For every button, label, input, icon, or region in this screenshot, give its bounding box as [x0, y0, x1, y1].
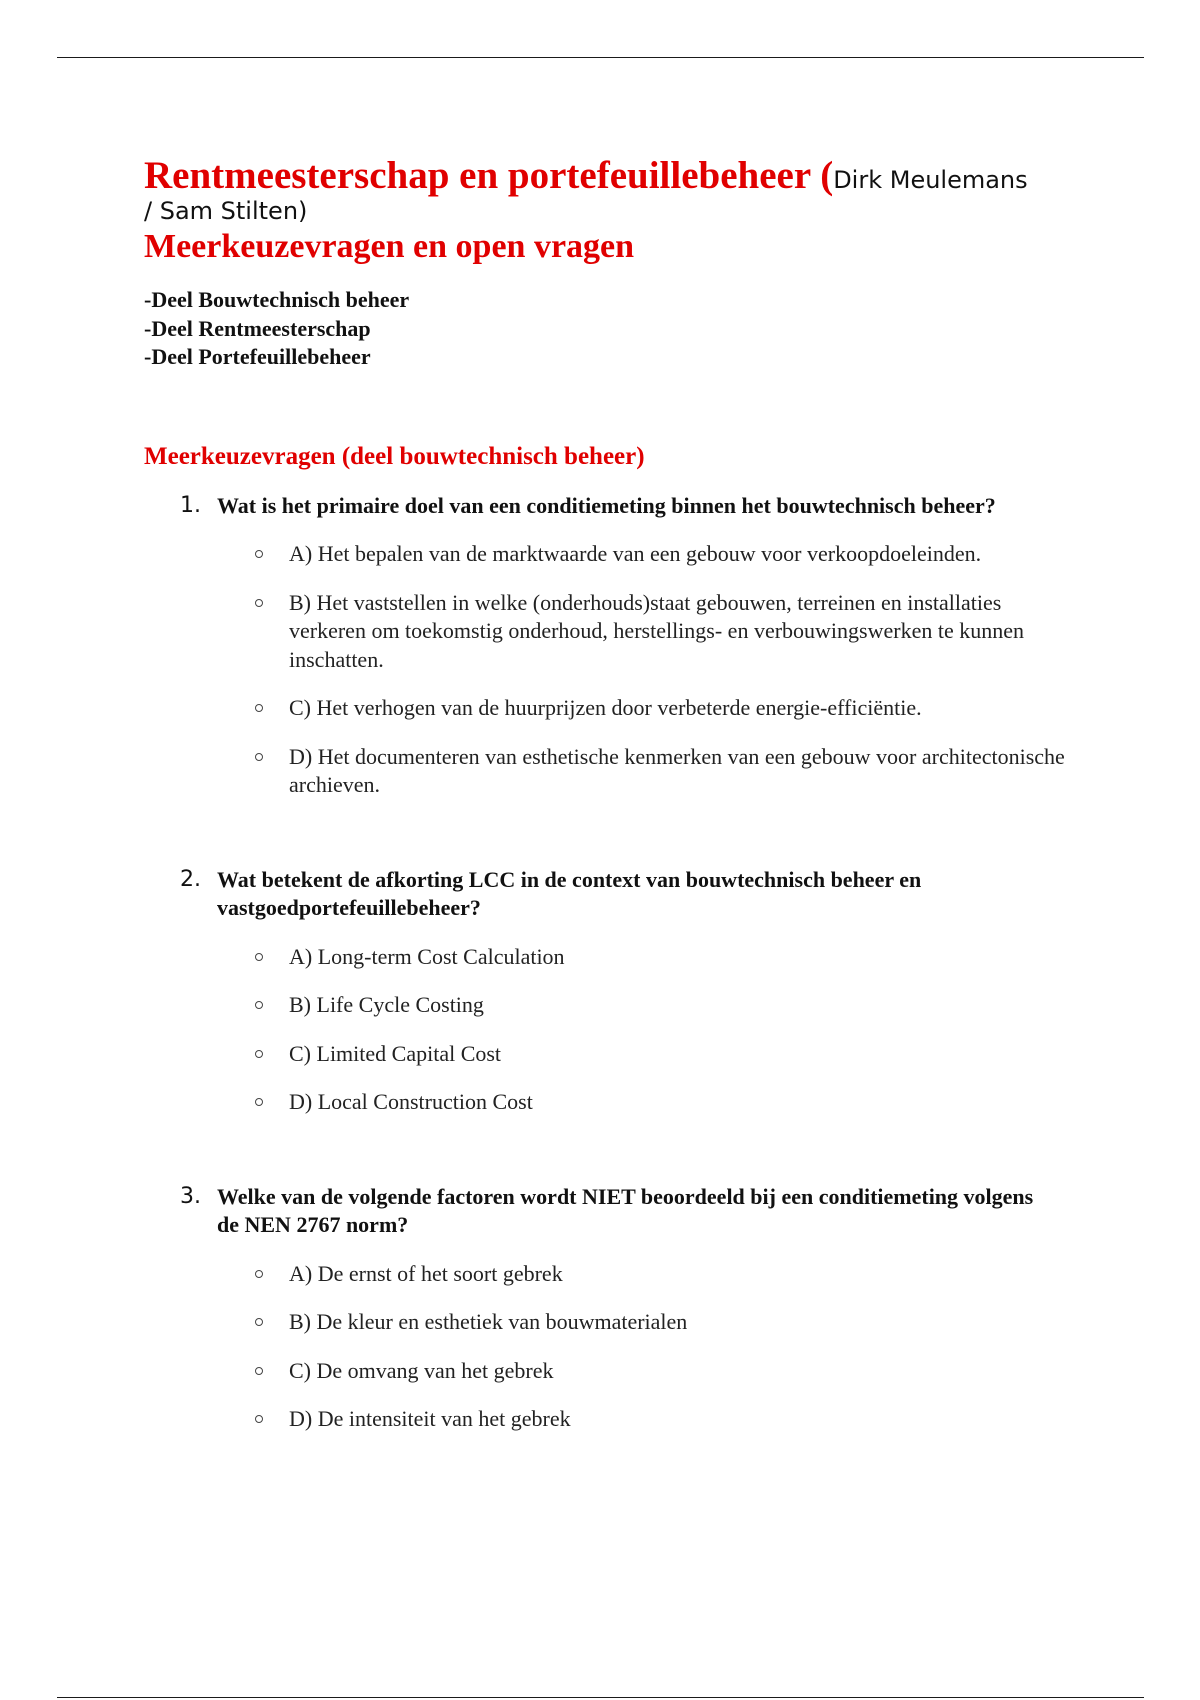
authors-second: / Sam Stilten)	[144, 197, 308, 225]
question-number: 3.	[180, 1183, 201, 1209]
circle-bullet-icon	[255, 753, 263, 761]
option-text: B) De kleur en esthetiek van bouwmaterialen	[289, 1309, 688, 1334]
circle-bullet-icon	[255, 1050, 263, 1058]
circle-bullet-icon	[255, 704, 263, 712]
option-text: D) De intensiteit van het gebrek	[289, 1406, 571, 1431]
option-text: A) Het bepalen van de marktwaarde van een gebouw voor verkoopdoeleinden.	[289, 541, 982, 566]
options-list	[217, 540, 1064, 800]
option-text: A) Long-term Cost Calculation	[289, 943, 565, 969]
bottom-rule	[57, 1697, 1144, 1698]
document-subtitle: Meerkeuzevragen en open vragen	[144, 228, 635, 265]
option-item	[217, 743, 1079, 800]
question-3	[144, 1183, 1064, 1434]
title-paren: (	[820, 154, 834, 197]
question-number: 1.	[180, 492, 201, 518]
question-text: Welke van de volgende factoren wordt NIET beoordeeld bij een conditiemeting volgens de NEN 2767 norm?	[217, 1183, 1034, 1237]
circle-bullet-icon	[255, 1367, 263, 1375]
top-rule	[57, 57, 1144, 58]
parts-list	[144, 286, 1064, 372]
option-item	[217, 1088, 1079, 1117]
part-item: -Deel Bouwtechnisch beheer	[144, 287, 410, 312]
option-item	[217, 1260, 1079, 1289]
authors-first: Dirk Meulemans	[833, 166, 1028, 194]
part-item: -Deel Portefeuillebeheer	[144, 344, 371, 369]
question-text: Wat betekent de afkorting LCC in de context van bouwtechnisch beheer en vastgoedportefeuillebeheer?	[217, 866, 922, 920]
option-item	[217, 1040, 1079, 1069]
option-item	[217, 1308, 1079, 1337]
option-text: A) De ernst of het soort gebrek	[289, 1260, 563, 1286]
circle-bullet-icon	[255, 1270, 263, 1278]
circle-bullet-icon	[255, 599, 263, 607]
document-title	[144, 154, 1064, 202]
option-text: D) Het documenteren van esthetische kenmerken van een gebouw voor architectonische archieven.	[289, 743, 1065, 797]
question-number: 2.	[180, 866, 201, 892]
option-item	[217, 991, 1079, 1020]
option-item	[217, 694, 1079, 723]
question-1	[144, 492, 1064, 800]
part-item: -Deel Rentmeesterschap	[144, 315, 371, 341]
option-text: C) Het verhogen van de huurprijzen door verbeterde energie-efficiëntie.	[289, 695, 922, 720]
circle-bullet-icon	[255, 550, 263, 558]
circle-bullet-icon	[255, 953, 263, 961]
options-list	[217, 1260, 1064, 1434]
option-text: C) De omvang van het gebrek	[289, 1357, 554, 1383]
option-item	[217, 1405, 1079, 1434]
option-text: D) Local Construction Cost	[289, 1089, 533, 1114]
question-text: Wat is het primaire doel van een conditiemeting binnen het bouwtechnisch beheer?	[217, 492, 996, 518]
option-text: C) Limited Capital Cost	[289, 1040, 502, 1066]
option-text: B) Het vaststellen in welke (onderhouds)staat gebouwen, terreinen en installaties verkeren om toekomstig onderhoud, herstellings- en verbouwingswerken te kunnen inschatten.	[289, 589, 1024, 672]
section-heading: Meerkeuzevragen (deel bouwtechnisch beheer)	[144, 442, 645, 470]
option-item	[217, 943, 1079, 972]
option-text: B) Life Cycle Costing	[289, 992, 484, 1017]
option-item	[217, 540, 1079, 569]
options-list	[217, 943, 1064, 1117]
circle-bullet-icon	[255, 1098, 263, 1106]
option-item	[217, 589, 1079, 675]
circle-bullet-icon	[255, 1001, 263, 1009]
option-item	[217, 1357, 1079, 1386]
circle-bullet-icon	[255, 1318, 263, 1326]
circle-bullet-icon	[255, 1415, 263, 1423]
document-content	[144, 154, 1064, 1454]
title-text: Rentmeesterschap en portefeuillebeheer	[144, 154, 811, 197]
question-2	[144, 866, 1064, 1117]
